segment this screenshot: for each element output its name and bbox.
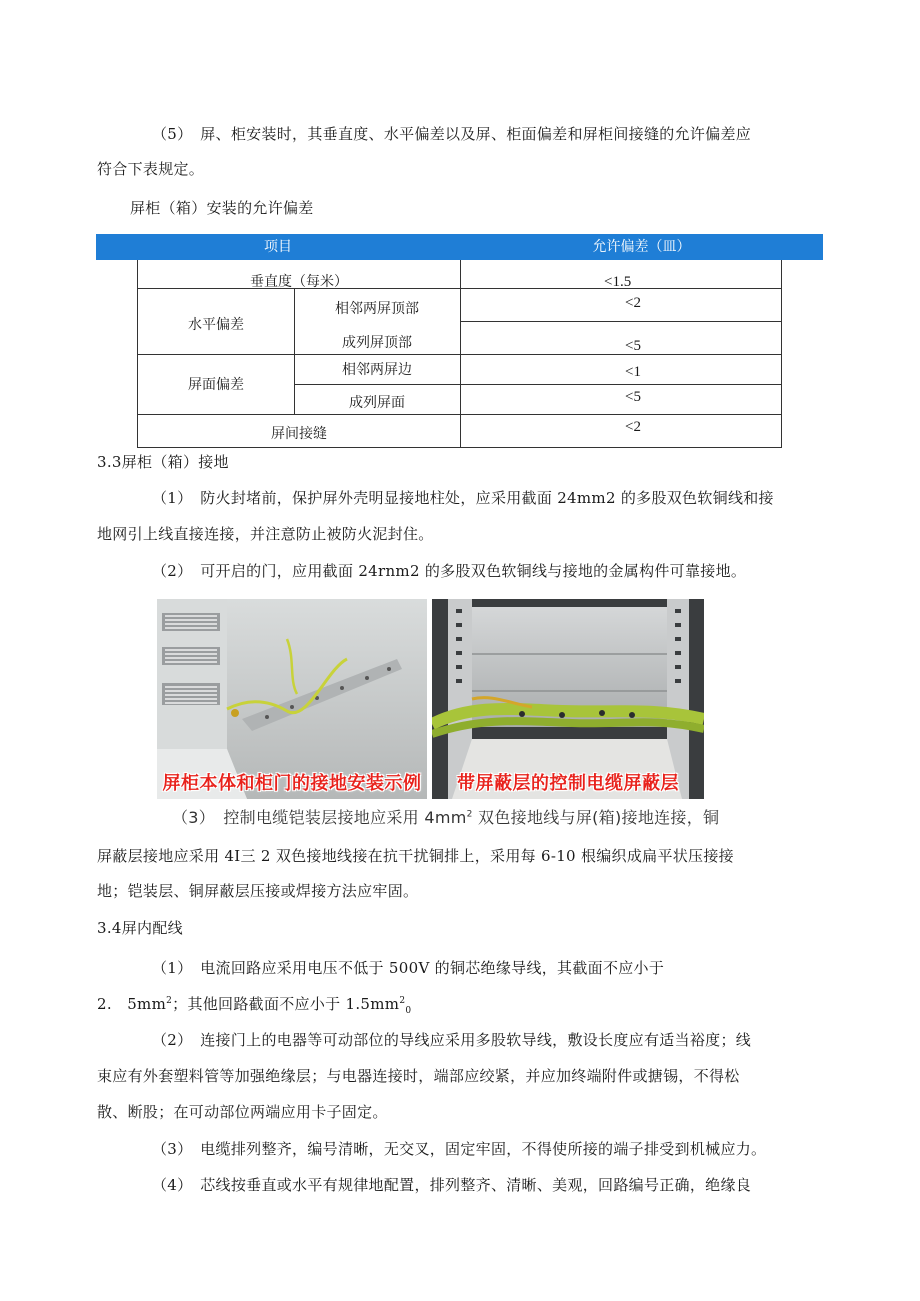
p1-line2-sup2: 2 <box>399 996 406 1006</box>
section34-heading: 3.4屏内配线 <box>97 919 183 937</box>
gap-value: <2 <box>625 419 641 435</box>
surface-label: 屏面偏差 <box>188 377 244 393</box>
section33-heading: 3.3屏柜（箱）接地 <box>97 453 229 471</box>
gap-label: 屏间接缝 <box>271 426 327 442</box>
surface-row-label: 相邻两屏边 <box>342 362 412 378</box>
section34-p1-line1: （1） 电流回路应采用电压不低于 500V 的铜芯绝缘导线，其截面不应小于 <box>152 959 665 977</box>
vertical-label: 垂直度（每米） <box>250 274 348 290</box>
surface-row-value: <5 <box>625 389 641 405</box>
row-divider <box>294 384 781 385</box>
row-divider <box>460 321 781 322</box>
para3-line1-sup: 2 <box>466 809 473 820</box>
p1-line2-a: 2. 5mm <box>97 995 167 1013</box>
horizontal-label: 水平偏差 <box>188 317 244 333</box>
table-header <box>96 234 823 260</box>
left-photo-caption: 屏柜本体和柜门的接地安装示例 <box>162 773 422 794</box>
vertical-value: <1.5 <box>604 274 632 290</box>
section34-p4: （4） 芯线按垂直或水平有规律地配置，排列整齐、清晰、美观，回路编号正确，绝缘良 <box>152 1176 752 1194</box>
table-title: 屏柜（箱）安装的允许偏差 <box>130 199 314 217</box>
section34-p3: （3） 电缆排列整齐，编号清晰，无交叉，固定牢固，不得使所接的端子排受到机械应力。 <box>152 1140 767 1158</box>
section34-p2-line3: 散、断股；在可动部位两端应用卡子固定。 <box>97 1103 388 1121</box>
section33-p1-line1: （1） 防火封堵前，保护屏外壳明显接地柱处，应采用截面 24mm2 的多股双色软铜线和接 <box>152 489 774 507</box>
tolerance-table <box>137 260 782 448</box>
col-divider <box>460 260 461 447</box>
p1-line2-sub: 0 <box>405 1006 412 1016</box>
p1-line2-b: ；其他回路截面不应小于 1.5mm <box>172 995 400 1013</box>
para3-line1 <box>172 808 719 828</box>
para3-line2: 屏蔽层接地应采用 4I三 2 双色接地线接在抗干扰铜排上，采用每 6-10 根编织成扁平状压接接 <box>97 847 734 865</box>
para3-line1-b: 双色接地线与屏(箱)接地连接，铜 <box>472 808 720 827</box>
para3-line3: 地；铠装层、铜屏蔽层压接或焊接方法应牢固。 <box>97 882 419 900</box>
surface-row-value: <1 <box>625 364 641 380</box>
para5-line2: 符合下表规定。 <box>97 160 205 178</box>
section33-p2: （2） 可开启的门，应用截面 24rnm2 的多股双色软铜线与接地的金属构件可靠接地。 <box>152 562 747 580</box>
section34-p1-line2 <box>97 994 411 1014</box>
horizontal-row-value: <2 <box>625 295 641 311</box>
section34-p2-line1: （2） 连接门上的电器等可动部位的导线应采用多股软导线，敷设长度应有适当裕度；线 <box>152 1031 752 1049</box>
header-item: 项目 <box>264 239 292 255</box>
p1-line2-sup: 2 <box>166 996 173 1006</box>
right-photo-caption: 带屏蔽层的控制电缆屏蔽层 <box>457 773 679 794</box>
section33-p1-line2: 地网引上线直接连接，并注意防止被防火泥封住。 <box>97 525 434 543</box>
horizontal-row-label: 成列屏顶部 <box>342 335 412 351</box>
photo-cable-shield <box>432 599 704 799</box>
surface-row-label: 成列屏面 <box>349 395 405 411</box>
para3-line1-a: （3） 控制电缆铠装层接地应采用 4mm <box>172 808 467 827</box>
horizontal-row-value: <5 <box>625 338 641 354</box>
photo-cabinet-grounding <box>157 599 427 799</box>
horizontal-row-label: 相邻两屏顶部 <box>335 301 419 317</box>
para5-line1: （5） 屏、柜安装时，其垂直度、水平偏差以及屏、柜面偏差和屏柜间接缝的允许偏差应 <box>152 125 752 143</box>
section34-p2-line2: 束应有外套塑料管等加强绝缘层；与电器连接时，端部应绞紧，并应加终端附件或搪锡，不得松 <box>97 1067 740 1085</box>
header-tolerance: 允许偏差（皿） <box>592 239 691 255</box>
